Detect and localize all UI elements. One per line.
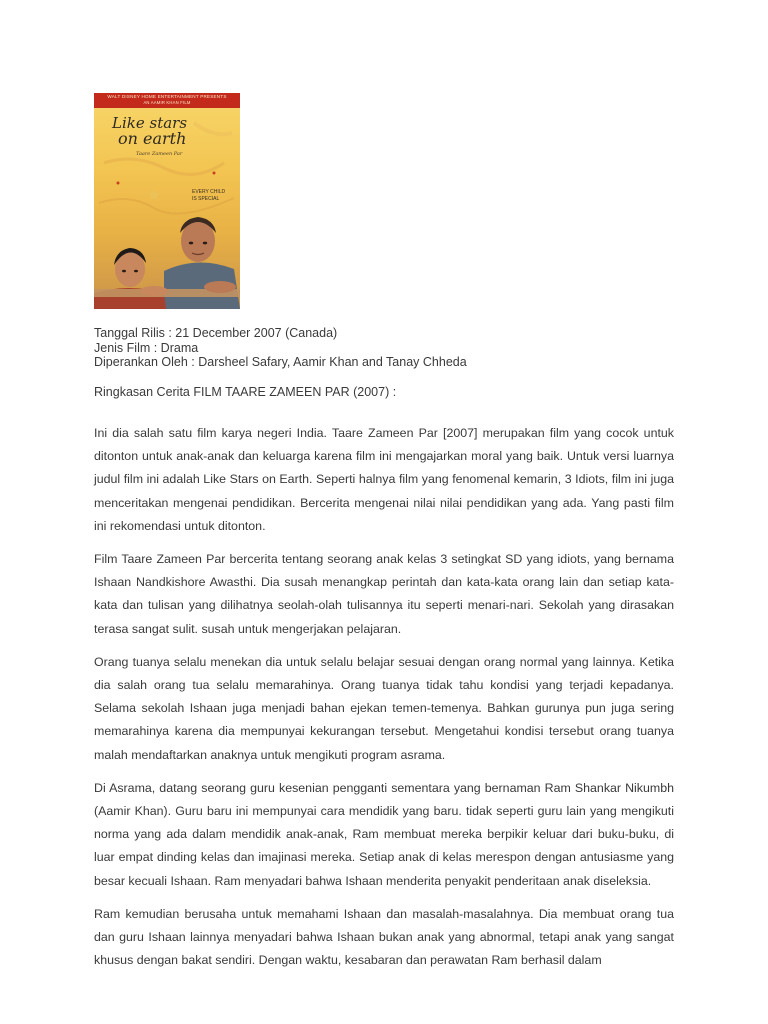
paragraph: Film Taare Zameen Par bercerita tentang seorang anak kelas 3 setingkat SD yang idiots, yang bernama Ishaan Nandkishore Awasthi. Dia susah menangkap perintah dan kata-kata orang lain dan setiap kata-kata dan tulisan yang dilihatnya seolah-olah tulisannya itu seperti menari-nari. Sekolah yang dirasakan terasa sangat sulit. susah untuk mengerjakan pelajaran. (94, 552, 674, 636)
paragraph: Ini dia salah satu film karya negeri India. Taare Zameen Par [2007] merupakan film yang cocok untuk ditonton untuk anak-anak dan keluarga karena film ini mengajarkan moral yang baik. Untuk versi luarnya judul film ini adalah Like Stars on Earth. Seperti halnya film yang fenomenal kemarin, 3 Idiots, film ini juga menceritakan mengenai pendidikan. Bercerita mengenai nilai nilai pendidikan yang ada. Yang pasti film ini rekomendasi untuk ditonton. (94, 426, 674, 533)
poster-banner-line2: AN AAMIR KHAN FILM (143, 100, 191, 105)
paragraph: Di Asrama, datang seorang guru kesenian pengganti sementara yang bernaman Ram Shankar Nikumbh (Aamir Khan). Guru baru ini mempunyai cara mendidik yang baru. tidak seperti guru lain yang mengikuti norma yang ada dalam mendidik anak-anak, Ram membuat mereka berpikir keluar dari buku-buku, di luar empat dinding kelas dan imajinasi mereka. Setiap anak di kelas merespon dengan antusiasme yang besar kecuali Ishaan. Ram menyadari bahwa Ishaan menderita penyakit penderitaan anak diseleksia. (94, 780, 674, 888)
poster-banner (94, 93, 240, 108)
poster-tagline-line2: IS SPECIAL (192, 196, 220, 202)
movie-poster-image (94, 93, 240, 309)
synopsis-body (94, 422, 674, 982)
movie-info (94, 326, 467, 370)
poster-title-line1: Like stars (112, 114, 188, 132)
paragraph: Orang tuanya selalu menekan dia untuk selalu belajar sesuai dengan orang normal yang lainnya. Ketika dia salah orang tua selalu memarahinya. Orang tuanya tidak tahu kondisi yang terjadi kepadanya. Selama sekolah Ishaan juga menjadi bahan ejekan temen-temenya. Bahkan gurunya pun juga sering memarahinya karena dia mempunyai kekurangan tersebut. Mengetahui kondisi tersebut orang tuanya malah mendaftarkan anaknya untuk mengikuti program asrama. (94, 654, 674, 762)
paragraph: Ram kemudian berusaha untuk memahami Ishaan dan masalah-masalahnya. Dia membuat orang tua dan guru Ishaan lainnya menyadari bahwa Ishaan bukan anak yang abnormal, tetapi anak yang sangat khusus dengan bakat sendiri. Dengan waktu, kesabaran dan perawatan Ram berhasil dalam (94, 906, 674, 968)
poster-subtitle: Taare Zameen Par (136, 151, 183, 157)
release-date: Tanggal Rilis : 21 December 2007 (Canada) (94, 326, 338, 340)
poster-title-line2: on earth (118, 129, 187, 148)
cast: Diperankan Oleh : Darsheel Safary, Aamir Khan and Tanay Chheda (94, 355, 467, 369)
poster-title (112, 115, 222, 147)
poster-banner-line1: WALT DISNEY HOME ENTERTAINMENT PRESENTS (107, 94, 227, 99)
genre: Jenis Film : Drama (94, 340, 199, 355)
poster-tagline (192, 189, 225, 203)
poster-tagline-line1: EVERY CHILD (192, 189, 226, 195)
synopsis-heading: Ringkasan Cerita FILM TAARE ZAMEEN PAR (2007) : (94, 385, 397, 399)
